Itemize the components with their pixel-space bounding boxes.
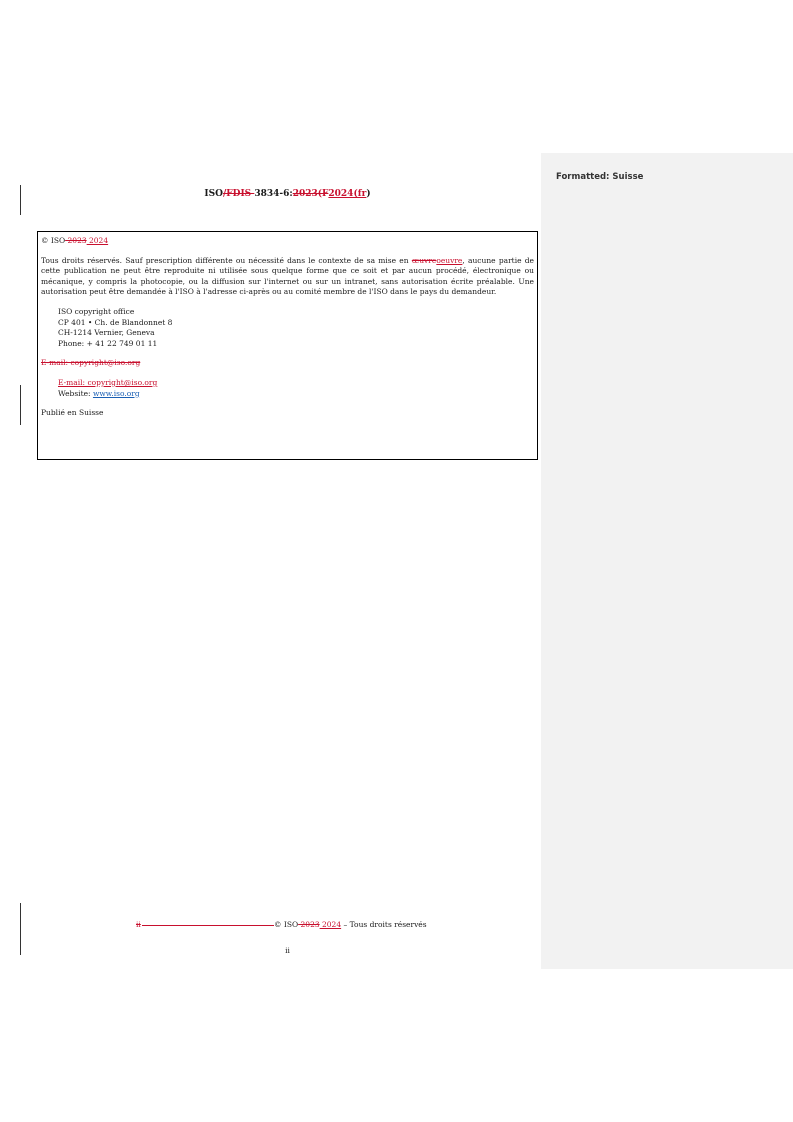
address-line: ISO copyright office [58, 306, 135, 316]
footer-copy: © ISO [274, 920, 299, 929]
header-number: 3834-6: [254, 189, 293, 199]
copyright-symbol: © ISO [41, 236, 66, 245]
address-line: CP 401 • Ch. de Blandonnet 8 [58, 317, 173, 327]
copyright-line [41, 236, 534, 247]
website-label: Website: [58, 388, 93, 398]
address-line: Phone: + 41 22 749 01 11 [58, 338, 158, 348]
header-year-inserted: 2024(fr [328, 189, 367, 199]
comment-pane [541, 153, 793, 969]
comment-title: Formatted: Suisse [556, 172, 644, 182]
header-fdis-deleted: /FDIS [222, 189, 255, 199]
website-line [41, 389, 534, 400]
email-inserted[interactable]: E-mail: copyright@iso.org [58, 377, 158, 387]
page-number: ii [285, 946, 290, 955]
email-deleted-label: E-mail: [41, 358, 71, 368]
paragraph-text-after: , aucune partie de cette publication ne peut être reproduite ni utilisée sous quelque forme que ce soit et par aucun procédé, électronique ou mécanique, y compris la photocopie, ou la diffusion sur l'internet ou sur un intranet, sans autorisation écrite préalable. Une autorisation peut être demandée à l'ISO à l'adresse ci-après ou au comité membre de l'ISO dans le pays du demandeur. [41, 255, 534, 297]
email-deleted-value[interactable]: copyright@iso.org [70, 358, 141, 368]
copyright-year-deleted: 2023 [65, 236, 87, 245]
change-bar-email [20, 385, 21, 425]
email-inserted-line [41, 378, 534, 389]
header-close: ) [366, 189, 371, 199]
footer-year-inserted: 2024 [319, 920, 342, 929]
email-deleted [41, 358, 534, 369]
header-iso: ISO [204, 189, 223, 199]
address-line: CH-1214 Vernier, Geneva [58, 328, 155, 338]
document-header [0, 189, 575, 199]
footer-rights: – Tous droits réservés [341, 920, 427, 929]
copyright-box [37, 231, 538, 460]
published-line: Publié en Suisse [41, 408, 104, 418]
header-year-deleted: 2023(F [292, 189, 329, 199]
copyright-year-inserted: 2024 [86, 236, 109, 245]
copyright-paragraph [41, 256, 534, 298]
website-link[interactable]: www.iso.org [92, 388, 140, 398]
footer-roman-deleted: ii [136, 920, 141, 929]
paragraph-word-inserted: oeuvre [436, 255, 463, 265]
footer-copyright [274, 920, 427, 929]
paragraph-text-before: Tous droits réservés. Sauf prescription différente ou nécessité dans le contexte de sa mise en [41, 255, 412, 265]
footer-deleted-rule [142, 925, 274, 926]
footer-year-deleted: 2023 [298, 920, 320, 929]
paragraph-word-deleted: œuvre [411, 255, 437, 265]
